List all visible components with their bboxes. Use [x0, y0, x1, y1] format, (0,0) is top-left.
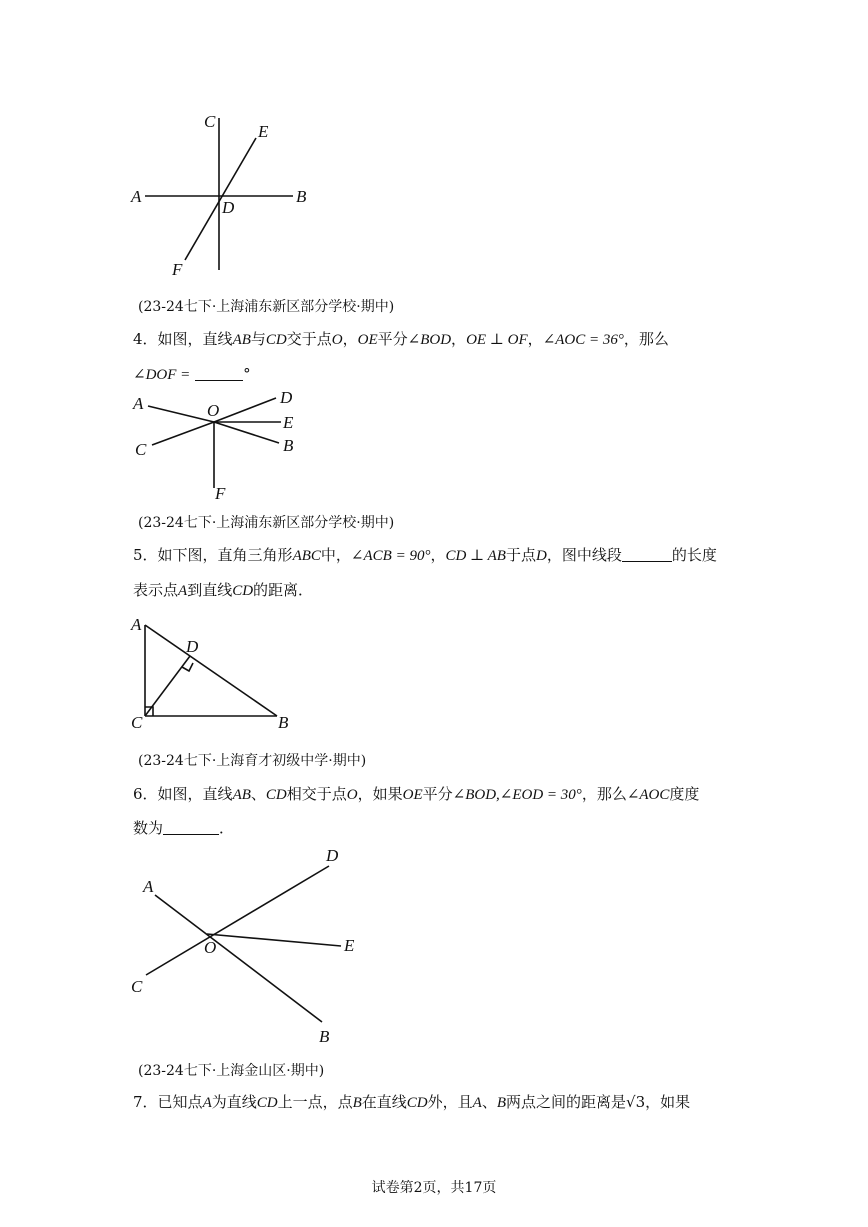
- label-D: D: [186, 637, 199, 656]
- label-E: E: [258, 122, 269, 141]
- q5-number: 5．: [133, 546, 158, 564]
- label-A: A: [143, 877, 154, 896]
- label-F: F: [172, 260, 183, 279]
- q3-source: (23-24七下·上海浦东新区部分学校·期中): [138, 299, 395, 315]
- label-C: C: [131, 713, 143, 732]
- q6-source: (23-24七下·上海金山区·期中): [138, 1063, 325, 1079]
- label-C: C: [135, 440, 147, 459]
- label-D: D: [222, 198, 235, 217]
- label-D: D: [280, 388, 293, 407]
- label-E: E: [344, 936, 355, 955]
- label-O: O: [204, 938, 217, 957]
- q6-text-line1: 6．如图，直线AB、CD相交于点O，如果OE平分∠BOD,∠EOD = 30°，那么∠AOC度度: [133, 785, 700, 803]
- q4-source: (23-24七下·上海浦东新区部分学校·期中): [138, 515, 395, 531]
- q5-text-line1: 5．如下图，直角三角形ABC中，∠ACB = 90°，CD ⊥ AB于点D，图中线段 的长度: [133, 546, 717, 564]
- label-E: E: [283, 413, 294, 432]
- label-B: B: [296, 187, 307, 206]
- label-B: B: [278, 713, 289, 732]
- label-C: C: [131, 977, 143, 996]
- label-B: B: [319, 1027, 330, 1046]
- label-A: A: [131, 187, 142, 206]
- figure-q3: [125, 108, 325, 283]
- q4-number: 4．: [133, 330, 158, 348]
- label-F: F: [215, 484, 226, 503]
- q7-text-line1: 7．已知点A为直线CD上一点，点B在直线CD外，且A、B两点之间的距离是√3，如果: [133, 1093, 691, 1111]
- q5-source: (23-24七下·上海育才初级中学·期中): [138, 753, 367, 769]
- label-O: O: [207, 401, 220, 420]
- q6-text-line2: 数为 ．: [133, 819, 235, 837]
- figure-q5: [125, 610, 300, 735]
- q5-text-line2: 表示点A到直线CD的距离．: [133, 581, 314, 599]
- q5-answer-blank[interactable]: [622, 545, 672, 562]
- figure-q4: [125, 385, 310, 505]
- q4-answer-blank[interactable]: [195, 364, 243, 381]
- q7-number: 7．: [133, 1093, 158, 1111]
- q4-text-line1: 4．如图，直线AB与CD交于点O，OE平分∠BOD，OE ⊥ OF，∠AOC = 36°，那么: [133, 330, 669, 348]
- page-footer: 试卷第2页，共17页: [371, 1180, 497, 1196]
- q4-text-line2: ∠DOF = °: [133, 365, 251, 383]
- q6-answer-blank[interactable]: [163, 818, 219, 835]
- q6-number: 6．: [133, 785, 158, 803]
- figure-q6: [125, 840, 365, 1050]
- label-A: A: [131, 615, 142, 634]
- label-A: A: [133, 394, 144, 413]
- label-C: C: [204, 112, 216, 131]
- label-B: B: [283, 436, 294, 455]
- label-D: D: [326, 846, 339, 865]
